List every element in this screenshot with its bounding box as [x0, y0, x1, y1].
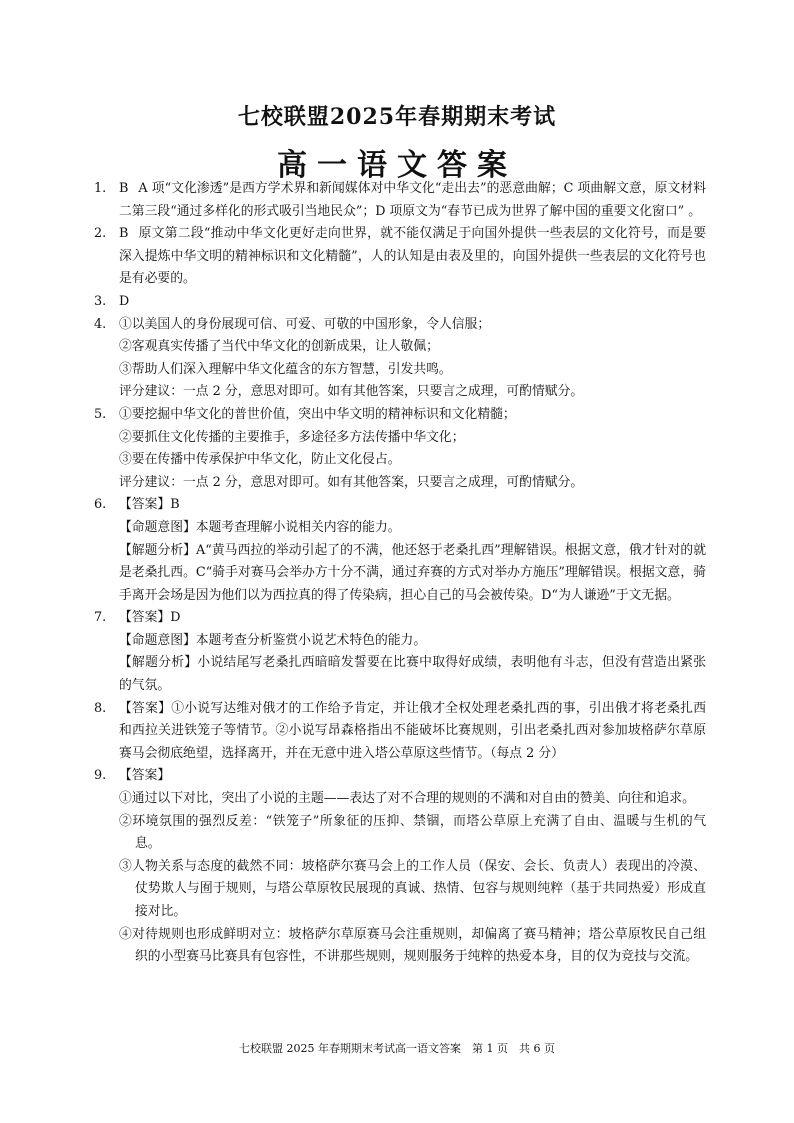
answer-line: 【答案】D	[119, 610, 181, 626]
item-explanation: A 项“文化渗透”是西方学术界和新闻媒体对中华文化“走出去”的恶意曲解；C 项曲解文意，原文材料二第三段“通过多样化的形式吸引当地民众”；D 项原文为“春节已成为世界了解中国的重要文化窗口” 。	[119, 181, 706, 219]
page-footer: 七校联盟 2025 年春期期末考试高一语文答案 第 1 页 共 6 页	[239, 1042, 555, 1055]
item-explanation: 原文第二段“推动中华文化更好走向世界，就不能仅满足于向国外提供一些表层的文化符号，而是要深入提炼中华文明的精神标识和文化精髓”，人的认知是由表及里的，向国外提供一些表层的文化符号也是有必要的。	[119, 226, 706, 287]
answer-point: ①通过以下对比，突出了小说的主题——表达了对不合理的规则的不满和对自由的赞美、向往和追求。	[119, 791, 695, 807]
answer-line: ③帮助人们深入理解中华文化蕴含的东方智慧，引发共鸣。	[119, 361, 452, 377]
answer-list	[94, 178, 706, 969]
intent-line: 【命题意图】本题考查分析鉴赏小说艺术特色的能力。	[119, 632, 427, 648]
answer-point: ③人物关系与态度的截然不同：坡格萨尔赛马会上的工作人员（保安、会长、负责人）表现出的冷漠、仗势欺人与囿于规则，与塔公草原牧民展现的真诚、热情、包容与规则纯粹（基于共同热爱）形成直接对比。	[119, 858, 706, 919]
answer-item	[94, 765, 706, 968]
item-number: 1.	[94, 181, 107, 196]
answer-item	[94, 178, 706, 223]
answer-item	[94, 607, 706, 697]
answer-line: ②要抓住文化传播的主要推手，多途径多方法传播中华文化；	[119, 429, 465, 445]
document-title: 高一语文答案	[277, 148, 517, 183]
answer-line: ①以美国人的身份展现可信、可爱、可敬的中国形象，令人信服；	[119, 316, 491, 332]
item-number: 8.	[94, 700, 107, 716]
item-number: 4.	[94, 316, 107, 332]
item-number: 3.	[94, 293, 107, 309]
answer-item	[94, 698, 706, 766]
analysis-line: 【解题分析】小说结尾写老桑扎西暗暗发誓要在比赛中取得好成绩，表明他有斗志，但没有营造出紧张的气氛。	[119, 655, 706, 694]
answer-line: 【答案】①小说写达维对俄才的工作给予肯定，并让俄才全权处理老桑扎西的事，引出俄才将老桑扎西和西拉关进铁笼子等情节。②小说写昂森格指出不能破坏比赛规则，引出老桑扎西对参加坡格萨尔草原赛马会彻底绝望，选择离开，并在无意中进入塔公草原这些情节。（每点 2 分）	[119, 700, 706, 761]
item-number: 5.	[94, 406, 107, 422]
answer-item	[94, 223, 706, 291]
item-answer: B	[119, 226, 129, 242]
answer-line: 【答案】	[119, 768, 171, 784]
answer-point: ②环境氛围的强烈反差：“铁笼子”所象征的压抑、禁锢，而塔公草原上充满了自由、温暖与生机的气息。	[119, 813, 706, 852]
answer-item	[94, 314, 706, 404]
exam-title: 七校联盟2025年春期期末考试	[237, 104, 557, 130]
answer-item	[94, 291, 706, 314]
answer-item	[94, 494, 706, 607]
answer-line: ①要挖掘中华文化的普世价值，突出中华文明的精神标识和文化精髓；	[119, 406, 516, 422]
answer-line: ③要在传播中传承保护中华文化，防止文化侵占。	[119, 452, 401, 468]
item-number: 9.	[94, 768, 107, 784]
scoring-note: 评分建议：一点 2 分，意思对即可。如有其他答案，只要言之成理，可酌情赋分。	[119, 474, 584, 490]
item-answer: B	[119, 181, 129, 196]
answer-line: ②客观真实传播了当代中华文化的创新成果，让人敬佩；	[119, 339, 439, 355]
intent-line: 【命题意图】本题考查理解小说相关内容的能力。	[119, 519, 401, 535]
item-number: 6.	[94, 497, 107, 513]
answer-point: ④对待规则也形成鲜明对立：坡格萨尔草原赛马会注重规则，却偏离了赛马精神；塔公草原牧民自己组织的小型赛马比赛具有包容性，不讲那些规则，规则服务于纯粹的热爱本身，目的仅为竞技与交流。	[119, 926, 706, 965]
scoring-note: 评分建议：一点 2 分，意思对即可。如有其他答案，只要言之成理，可酌情赋分。	[119, 384, 584, 400]
answer-line: 【答案】B	[119, 497, 180, 513]
answer-item	[94, 404, 706, 494]
item-number: 7.	[94, 610, 107, 626]
analysis-line: 【解题分析】A“黄马西拉的举动引起了的不满，他还怒于老桑扎西”理解错误。根据文意，俄才针对的就是老桑扎西。C“骑手对赛马会举办方十分不满，通过弃赛的方式对举办方施压”理解错误。根据文意，骑手离开会场是因为他们以为西拉真的得了传染病，担心自己的马会被传染。D“为人谦逊”于文无据。	[119, 542, 706, 603]
item-answer: D	[119, 293, 130, 309]
item-number: 2.	[94, 226, 107, 242]
